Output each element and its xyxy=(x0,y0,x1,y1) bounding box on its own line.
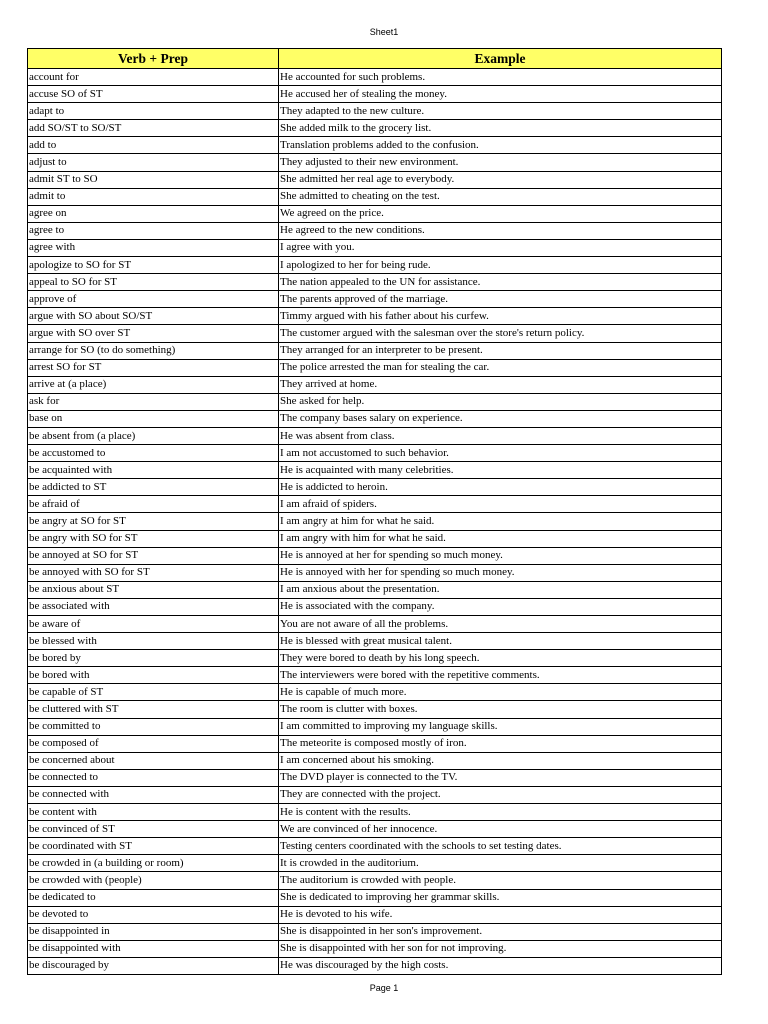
example-cell[interactable]: We agreed on the price. xyxy=(279,205,722,222)
example-cell[interactable]: They arranged for an interpreter to be present. xyxy=(279,342,722,359)
table-row xyxy=(28,376,722,393)
verb-prep-cell[interactable]: be cluttered with ST xyxy=(28,701,279,718)
table-row xyxy=(28,667,722,684)
verb-prep-cell[interactable]: be connected to xyxy=(28,769,279,786)
table-row xyxy=(28,940,722,957)
verb-prep-cell[interactable]: appeal to SO for ST xyxy=(28,274,279,291)
table-row xyxy=(28,462,722,479)
table-row xyxy=(28,821,722,838)
verb-prep-cell[interactable]: agree with xyxy=(28,239,279,256)
verb-prep-cell[interactable]: be discouraged by xyxy=(28,957,279,974)
column-header-verb-prep[interactable]: Verb + Prep xyxy=(28,49,279,69)
verb-prep-cell[interactable]: be anxious about ST xyxy=(28,581,279,598)
verb-prep-cell[interactable]: be annoyed at SO for ST xyxy=(28,547,279,564)
table-row xyxy=(28,889,722,906)
example-cell[interactable]: The company bases salary on experience. xyxy=(279,410,722,427)
sheet-name: Sheet1 xyxy=(369,27,399,37)
verb-prep-cell[interactable]: be angry with SO for ST xyxy=(28,530,279,547)
table-row xyxy=(28,427,722,444)
verb-prep-table xyxy=(27,48,722,975)
table-row xyxy=(28,205,722,222)
example-cell[interactable]: It is crowded in the auditorium. xyxy=(279,855,722,872)
verb-prep-cell[interactable]: be capable of ST xyxy=(28,684,279,701)
example-cell[interactable]: Timmy argued with his father about his curfew. xyxy=(279,308,722,325)
verb-prep-cell[interactable]: agree on xyxy=(28,205,279,222)
example-cell[interactable]: The parents approved of the marriage. xyxy=(279,291,722,308)
verb-prep-cell[interactable]: approve of xyxy=(28,291,279,308)
example-cell[interactable]: She added milk to the grocery list. xyxy=(279,120,722,137)
example-cell[interactable]: She asked for help. xyxy=(279,393,722,410)
example-cell[interactable]: She is disappointed with her son for not improving. xyxy=(279,940,722,957)
verb-prep-cell[interactable]: admit to xyxy=(28,188,279,205)
table-row xyxy=(28,769,722,786)
table-row xyxy=(28,855,722,872)
example-cell[interactable]: The customer argued with the salesman over the store's return policy. xyxy=(279,325,722,342)
example-cell[interactable]: I am anxious about the presentation. xyxy=(279,581,722,598)
verb-prep-cell[interactable]: apologize to SO for ST xyxy=(28,257,279,274)
table-row xyxy=(28,906,722,923)
verb-prep-cell[interactable]: be disappointed with xyxy=(28,940,279,957)
table-row xyxy=(28,342,722,359)
example-cell[interactable]: I apologized to her for being rude. xyxy=(279,257,722,274)
example-cell[interactable]: He is associated with the company. xyxy=(279,598,722,615)
table-row xyxy=(28,137,722,154)
verb-prep-cell[interactable]: be disappointed in xyxy=(28,923,279,940)
example-cell[interactable]: I am concerned about his smoking. xyxy=(279,752,722,769)
example-cell[interactable]: They are connected with the project. xyxy=(279,786,722,803)
example-cell[interactable]: You are not aware of all the problems. xyxy=(279,616,722,633)
table-row xyxy=(28,154,722,171)
example-cell[interactable]: He is devoted to his wife. xyxy=(279,906,722,923)
example-cell[interactable]: They adapted to the new culture. xyxy=(279,103,722,120)
example-cell[interactable]: He is content with the results. xyxy=(279,804,722,821)
example-cell[interactable]: She is disappointed in her son's improvement. xyxy=(279,923,722,940)
example-cell[interactable]: He was discouraged by the high costs. xyxy=(279,957,722,974)
table-row xyxy=(28,735,722,752)
example-cell[interactable]: I am committed to improving my language skills. xyxy=(279,718,722,735)
header-row xyxy=(28,49,722,69)
verb-prep-cell[interactable]: be aware of xyxy=(28,616,279,633)
verb-prep-cell[interactable]: argue with SO about SO/ST xyxy=(28,308,279,325)
verb-prep-cell[interactable]: be devoted to xyxy=(28,906,279,923)
verb-prep-cell[interactable]: be crowded with (people) xyxy=(28,872,279,889)
verb-prep-cell[interactable]: arrive at (a place) xyxy=(28,376,279,393)
verb-prep-cell[interactable]: ask for xyxy=(28,393,279,410)
verb-prep-cell[interactable]: be composed of xyxy=(28,735,279,752)
page-number: Page 1 xyxy=(369,983,399,993)
verb-prep-cell[interactable]: admit ST to SO xyxy=(28,171,279,188)
verb-prep-cell[interactable]: be addicted to ST xyxy=(28,479,279,496)
example-cell[interactable]: He accused her of stealing the money. xyxy=(279,86,722,103)
example-cell[interactable]: He is annoyed at her for spending so much money. xyxy=(279,547,722,564)
example-cell[interactable]: She is dedicated to improving her grammar skills. xyxy=(279,889,722,906)
table-row xyxy=(28,274,722,291)
table-row xyxy=(28,69,722,86)
table-row xyxy=(28,445,722,462)
table-row xyxy=(28,393,722,410)
example-cell[interactable]: I am not accustomed to such behavior. xyxy=(279,445,722,462)
table-row xyxy=(28,581,722,598)
verb-prep-cell[interactable]: be acquainted with xyxy=(28,462,279,479)
example-cell[interactable]: She admitted to cheating on the test. xyxy=(279,188,722,205)
table-row xyxy=(28,633,722,650)
verb-prep-cell[interactable]: arrange for SO (to do something) xyxy=(28,342,279,359)
example-cell[interactable]: He is blessed with great musical talent. xyxy=(279,633,722,650)
table-row xyxy=(28,239,722,256)
table-row xyxy=(28,359,722,376)
table-row xyxy=(28,564,722,581)
table-row xyxy=(28,547,722,564)
verb-prep-cell[interactable]: be dedicated to xyxy=(28,889,279,906)
example-cell[interactable]: Translation problems added to the confusion. xyxy=(279,137,722,154)
verb-prep-cell[interactable]: add to xyxy=(28,137,279,154)
verb-prep-cell[interactable]: be afraid of xyxy=(28,496,279,513)
table-row xyxy=(28,718,722,735)
verb-prep-cell[interactable]: be angry at SO for ST xyxy=(28,513,279,530)
table-row xyxy=(28,86,722,103)
example-cell[interactable]: I agree with you. xyxy=(279,239,722,256)
verb-prep-cell[interactable]: be committed to xyxy=(28,718,279,735)
table-row xyxy=(28,257,722,274)
example-cell[interactable]: He agreed to the new conditions. xyxy=(279,222,722,239)
table-row xyxy=(28,872,722,889)
verb-prep-cell[interactable]: arrest SO for ST xyxy=(28,359,279,376)
example-cell[interactable]: The interviewers were bored with the repetitive comments. xyxy=(279,667,722,684)
example-cell[interactable]: She admitted her real age to everybody. xyxy=(279,171,722,188)
table-row xyxy=(28,530,722,547)
example-cell[interactable]: The auditorium is crowded with people. xyxy=(279,872,722,889)
table-row xyxy=(28,513,722,530)
verb-prep-cell[interactable]: be convinced of ST xyxy=(28,821,279,838)
example-cell[interactable]: The nation appealed to the UN for assistance. xyxy=(279,274,722,291)
example-cell[interactable]: He was absent from class. xyxy=(279,427,722,444)
example-cell[interactable]: The DVD player is connected to the TV. xyxy=(279,769,722,786)
example-cell[interactable]: I am angry at him for what he said. xyxy=(279,513,722,530)
table-row xyxy=(28,222,722,239)
verb-prep-cell[interactable]: be concerned about xyxy=(28,752,279,769)
verb-prep-cell[interactable]: be content with xyxy=(28,804,279,821)
verb-prep-cell[interactable]: be blessed with xyxy=(28,633,279,650)
table-row xyxy=(28,308,722,325)
verb-prep-cell[interactable]: be annoyed with SO for ST xyxy=(28,564,279,581)
table-row xyxy=(28,496,722,513)
verb-prep-cell[interactable]: be absent from (a place) xyxy=(28,427,279,444)
table-row xyxy=(28,684,722,701)
verb-prep-cell[interactable]: account for xyxy=(28,69,279,86)
verb-prep-cell[interactable]: argue with SO over ST xyxy=(28,325,279,342)
example-cell[interactable]: They arrived at home. xyxy=(279,376,722,393)
verb-prep-cell[interactable]: be connected with xyxy=(28,786,279,803)
table-row xyxy=(28,786,722,803)
verb-prep-cell[interactable]: adapt to xyxy=(28,103,279,120)
table-row xyxy=(28,291,722,308)
table-row xyxy=(28,752,722,769)
table-row xyxy=(28,650,722,667)
table-body xyxy=(28,69,722,975)
verb-prep-cell[interactable]: accuse SO of ST xyxy=(28,86,279,103)
column-header-example[interactable]: Example xyxy=(279,49,722,69)
table-row xyxy=(28,838,722,855)
verb-prep-cell[interactable]: base on xyxy=(28,410,279,427)
example-cell[interactable]: He is annoyed with her for spending so much money. xyxy=(279,564,722,581)
example-cell[interactable]: He is acquainted with many celebrities. xyxy=(279,462,722,479)
table-row xyxy=(28,957,722,974)
example-cell[interactable]: He is addicted to heroin. xyxy=(279,479,722,496)
verb-prep-cell[interactable]: be accustomed to xyxy=(28,445,279,462)
table-row xyxy=(28,188,722,205)
table-row xyxy=(28,171,722,188)
verb-prep-cell[interactable]: be crowded in (a building or room) xyxy=(28,855,279,872)
table-row xyxy=(28,804,722,821)
table-row xyxy=(28,923,722,940)
table-row xyxy=(28,410,722,427)
verb-prep-cell[interactable]: be bored with xyxy=(28,667,279,684)
example-cell[interactable]: They adjusted to their new environment. xyxy=(279,154,722,171)
table-row xyxy=(28,103,722,120)
example-cell[interactable]: Testing centers coordinated with the schools to set testing dates. xyxy=(279,838,722,855)
verb-prep-cell[interactable]: adjust to xyxy=(28,154,279,171)
example-cell[interactable]: The room is clutter with boxes. xyxy=(279,701,722,718)
table-row xyxy=(28,479,722,496)
table-row xyxy=(28,325,722,342)
verb-prep-cell[interactable]: add SO/ST to SO/ST xyxy=(28,120,279,137)
example-cell[interactable]: The police arrested the man for stealing the car. xyxy=(279,359,722,376)
verb-prep-cell[interactable]: be associated with xyxy=(28,598,279,615)
table-row xyxy=(28,598,722,615)
example-cell[interactable]: He is capable of much more. xyxy=(279,684,722,701)
verb-prep-cell[interactable]: be bored by xyxy=(28,650,279,667)
example-cell[interactable]: They were bored to death by his long speech. xyxy=(279,650,722,667)
table-row xyxy=(28,616,722,633)
example-cell[interactable]: We are convinced of her innocence. xyxy=(279,821,722,838)
verb-prep-cell[interactable]: agree to xyxy=(28,222,279,239)
example-cell[interactable]: The meteorite is composed mostly of iron. xyxy=(279,735,722,752)
example-cell[interactable]: He accounted for such problems. xyxy=(279,69,722,86)
table-row xyxy=(28,701,722,718)
verb-prep-cell[interactable]: be coordinated with ST xyxy=(28,838,279,855)
table-row xyxy=(28,120,722,137)
example-cell[interactable]: I am angry with him for what he said. xyxy=(279,530,722,547)
example-cell[interactable]: I am afraid of spiders. xyxy=(279,496,722,513)
